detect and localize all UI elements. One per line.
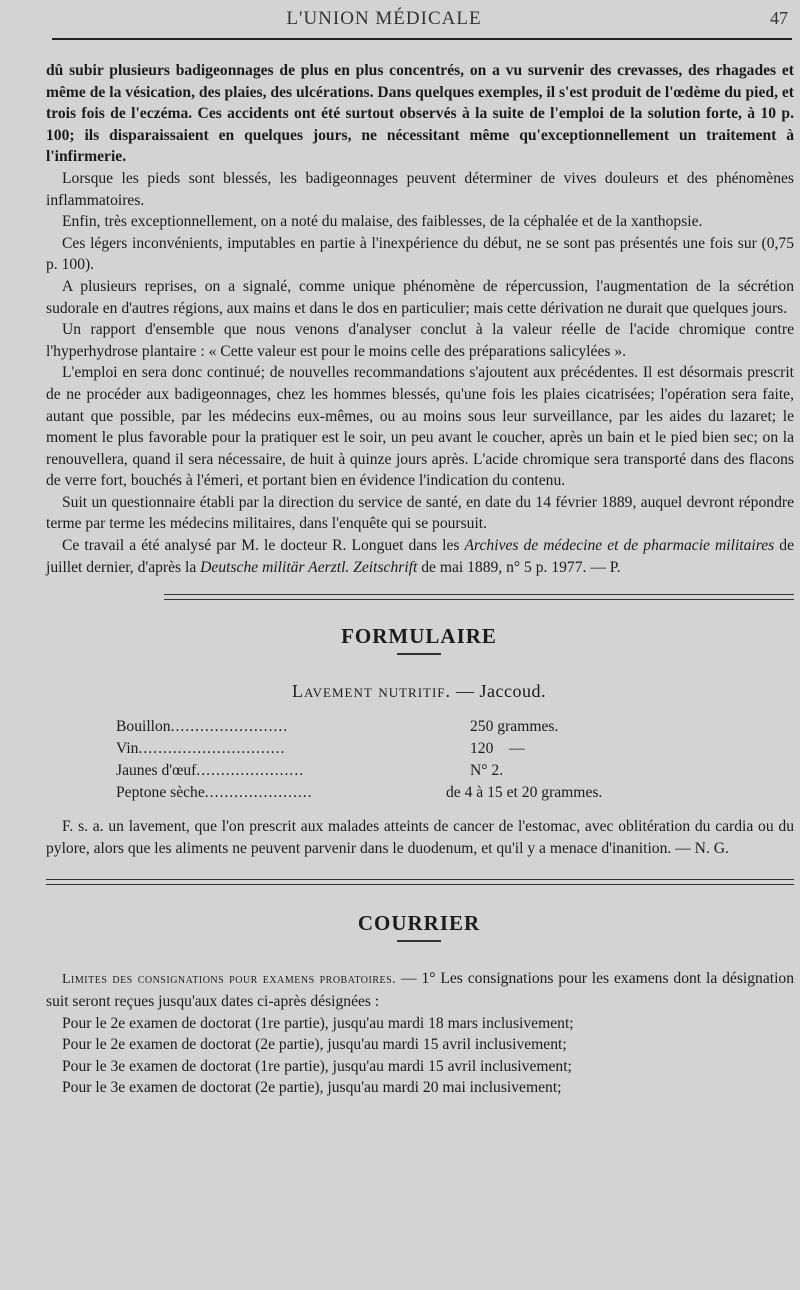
paragraph-3: Enfin, très exceptionnellement, on a noté du malaise, des faiblesses, de la céphalée et de la xanthopsie. — [62, 213, 703, 231]
formulaire-title-rule — [397, 653, 441, 655]
recipe-note — [46, 816, 794, 859]
section-separator — [164, 594, 794, 600]
ingredient-name: Peptone sèche...................... — [116, 784, 313, 802]
courrier-line: Pour le 3e examen de doctorat (1re partie), jusqu'au mardi 15 avril inclusivement; — [62, 1057, 572, 1075]
ingredient-row — [116, 738, 722, 760]
courrier-body — [46, 968, 794, 1099]
p9-mid: de juillet dernier, d'après la — [46, 537, 795, 576]
courrier-line: Pour le 3e examen de doctorat (2e partie), jusqu'au mardi 20 mai inclusivement; — [62, 1079, 562, 1097]
courrier-line: Pour le 2e examen de doctorat (2e partie), jusqu'au mardi 15 avril inclusivement; — [62, 1036, 567, 1054]
recipe-name: Lavement nutritif. — [291, 681, 452, 702]
page-header — [46, 0, 788, 38]
ingredient-qty: N° 2. — [470, 762, 504, 780]
paragraph-1: dû subir plusieurs badigeonnages de plus en plus concentrés, on a vu survenir des crevasses, des rhagades et même de la vésication, des plaies, des ulcérations. Dans quelques exemples, il s'est produit de l'œdème du pied, et trois fois de l'eczéma. Ces accidents ont été surtout observés à la suite de l'emploi de la solution forte, à 10 p. 100; ils disparaissaient en quelques jours, ne nécessitant même qu'exceptionnellement un traitement à l'infirmerie. — [46, 62, 794, 166]
paragraph-4: Ces légers inconvénients, imputables en partie à l'inexpérience du début, ne se sont pas présentés une fois sur (0,75 p. 100). — [46, 234, 794, 274]
paragraph-2: Lorsque les pieds sont blessés, les badigeonnages peuvent déterminer de vives douleurs et des phénomènes inflammatoires. — [46, 169, 794, 209]
formulaire-title: FORMULAIRE — [341, 624, 497, 649]
journal-title-archives: Archives de médecine et de pharmacie militaires — [464, 537, 775, 555]
p9-end: de mai 1889, n° 5 p. 1977. — P. — [417, 558, 621, 576]
courrier-lead-text: — 1° Les consignations pour les examens dont la désignation suit seront reçues jusqu'aux dates ci-après désignées : — [46, 970, 794, 1011]
ingredient-qty: de 4 à 15 et 20 grammes. — [446, 784, 603, 802]
ingredient-name: Bouillon........................ — [116, 718, 289, 736]
recipe-author: — Jaccoud. — [451, 681, 547, 702]
ingredient-row — [116, 760, 722, 782]
ingredient-row — [116, 782, 722, 804]
courrier-title: COURRIER — [357, 911, 481, 936]
courrier-lead-heading: Limites des consignations pour examens probatoires. — [62, 972, 397, 988]
ingredient-name: Jaunes d'œuf...................... — [116, 762, 305, 780]
paragraph-8: Suit un questionnaire établi par la direction du service de santé, en date du 14 février 1889, auquel devront répondre terme par terme les médecins militaires, dans l'enquête qui se poursuit. — [46, 493, 794, 533]
paragraph-5: A plusieurs reprises, on a signalé, comme unique phénomène de répercussion, l'augmentation de la sécrétion sudorale en d'autres régions, aux mains et dans le dos en particulier; mais cette dérivation ne durait que quelques jours. — [46, 277, 794, 317]
page-number: 47 — [770, 8, 788, 28]
p9-start: Ce travail a été analysé par M. le docteur R. Longuet dans les — [62, 537, 465, 555]
ingredient-qty: 120 — — [470, 740, 525, 758]
section-separator — [46, 879, 794, 885]
recipe-note-text: F. s. a. un lavement, que l'on prescrit aux malades atteints de cancer de l'estomac, avec oblitération du cardia ou du pylore, alors que les aliments ne peuvent parvenir dans le duodenum, et qu'il y a menace d'inanition. — N. G. — [46, 818, 794, 857]
paragraph-6: Un rapport d'ensemble que nous venons d'analyser conclut à la valeur réelle de l'acide chromique contre l'hyperhydrose plantaire : « Cette valeur est pour le moins celle des préparations salicylées ». — [46, 321, 794, 360]
header-rule — [52, 38, 792, 40]
courrier-lead — [46, 968, 794, 1012]
running-title: L'UNION MÉDICALE — [286, 8, 482, 29]
recipe-ingredients — [116, 716, 722, 804]
courrier-title-rule — [397, 940, 441, 942]
article-body — [46, 60, 794, 578]
ingredient-qty: 250 grammes. — [470, 718, 559, 736]
paragraph-9 — [46, 535, 794, 578]
recipe-title — [46, 681, 792, 702]
ingredient-name: Vin.............................. — [116, 740, 286, 758]
paragraph-7: L'emploi en sera donc continué; de nouvelles recommandations s'ajoutent aux précédentes. Il est désormais prescrit de ne procéder aux badigeonnages, chez les hommes blessés, qu'une fois les plaies cicatrisées; l'opération sera faite, autant que possible, par les médecins eux-mêmes, ou au moins sous leur surveillance, par les aides du lazaret; le moment le plus favorable pour la pratiquer est le soir, un peu avant le coucher, après un bain et le pied bien sec; on la renouvellera, quand il sera nécessaire, de huit à quinze jours après. L'acide chromique sera transporté dans des flacons de verre fort, bouchés à l'émeri, et portant bien en évidence l'indication du contenu. — [46, 364, 794, 490]
ingredient-row — [116, 716, 722, 738]
journal-title-deutsche: Deutsche militär Aerztl. Zeitschrift — [200, 558, 418, 576]
courrier-line: Pour le 2e examen de doctorat (1re partie), jusqu'au mardi 18 mars inclusivement; — [62, 1014, 574, 1032]
